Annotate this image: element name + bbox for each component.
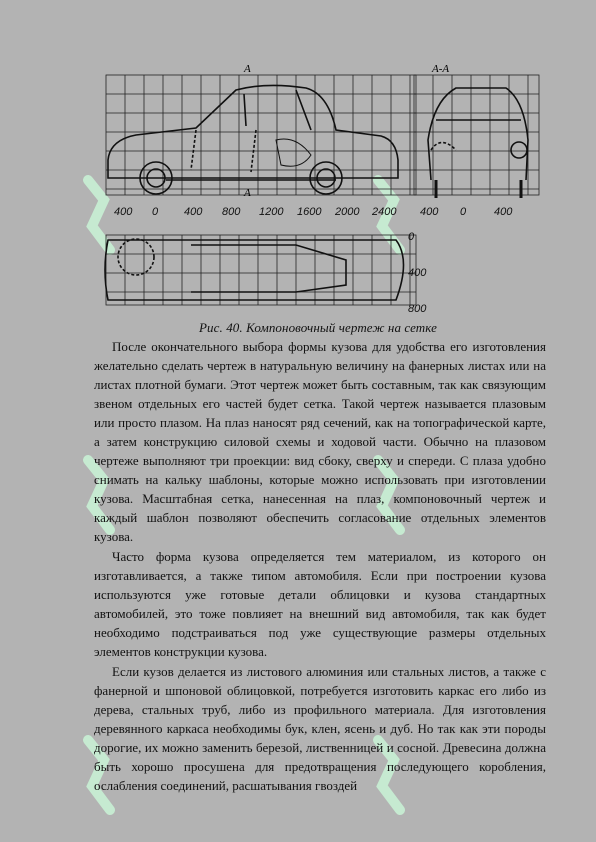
- front-view-grid: [414, 75, 539, 195]
- side-tick: 1600: [297, 206, 322, 218]
- side-tick: 400: [114, 206, 133, 218]
- paragraph: После окончательного выбора формы кузова для удобства его изготовления желательно сделать чертеж в натуральную величину на фанерных листах или на листах плотной бумаги. Этот чертеж может быть составным, так как связующим звеном отдельных его частей будет сетка. Такой чертеж называется плазовым или просто плазом. На плаз наносят ряд сечений, как на топографической карте, а затем конструкцию силовой схемы и ходовой части. Обычно на плазовом чертеже выполняют три проекции: вид сбоку, сверху и спереди. С плаза удобно снимать на кальку шаблоны, которые можно использовать при изготовлении кузова. Масштабная сетка, нанесенная на плаз, компоновочный чертеж и каждый шаблон позволяют обеспечить согласование отдельных элементов кузова.: [94, 339, 546, 544]
- front-axis-ticks: [420, 206, 513, 218]
- section-label-front: А-А: [432, 63, 450, 75]
- section-label-side: A: [244, 63, 251, 75]
- figure-caption: Рис. 40. Компоновочный чертеж на сетке: [198, 320, 438, 335]
- plan-axis-ticks: [408, 231, 427, 315]
- side-tick: 2400: [372, 206, 397, 218]
- grid-drawing-svg: [96, 60, 556, 322]
- car-front-view: [428, 88, 528, 198]
- paragraph: Если кузов делается из листового алюминия или стальных листов, а также с фанерной и шпоновой облицовкой, потребуется изготовить каркас его либо из дерева, стальных труб, либо из профильного материала. Для изготовления деревянного каркаса необходимы бук, клен, ясень и дуб. Но так как эти породы дорогие, их можно заменить березой, лиственницей и сосной. Древесина должна быть хорошо просушена для предотвращения последующего коробления, ослабления соединений, расшатывания гвоздей: [94, 664, 546, 793]
- side-tick: 800: [222, 206, 241, 218]
- section-label-side-bottom: A: [244, 187, 251, 199]
- car-side-view: [108, 85, 398, 194]
- side-tick: 400: [184, 206, 203, 218]
- body-text: [94, 337, 546, 795]
- plan-tick: 800: [408, 303, 427, 315]
- plan-tick: 0: [408, 231, 415, 243]
- front-tick: 400: [494, 206, 513, 218]
- front-tick: 400: [420, 206, 439, 218]
- car-layout-drawing: [96, 60, 556, 322]
- side-tick: 0: [152, 206, 159, 218]
- side-tick: 2000: [335, 206, 360, 218]
- plan-tick: 400: [408, 267, 427, 279]
- car-plan-view: [105, 239, 404, 300]
- paragraph: Часто форма кузова определяется тем материалом, из которого он изготавливается, а также типом автомобиля. Если при построении кузова используются уже готовые детали облицовки и кузова стандартных автомобилей, это тоже повлияет на внешний вид автомобиля, так как будет необходимо подстраиваться под уже существующие размеры отдельных элементов конструкции кузова.: [94, 549, 546, 659]
- front-tick: 0: [460, 206, 467, 218]
- side-tick: 1200: [259, 206, 284, 218]
- side-axis-ticks: [114, 206, 397, 218]
